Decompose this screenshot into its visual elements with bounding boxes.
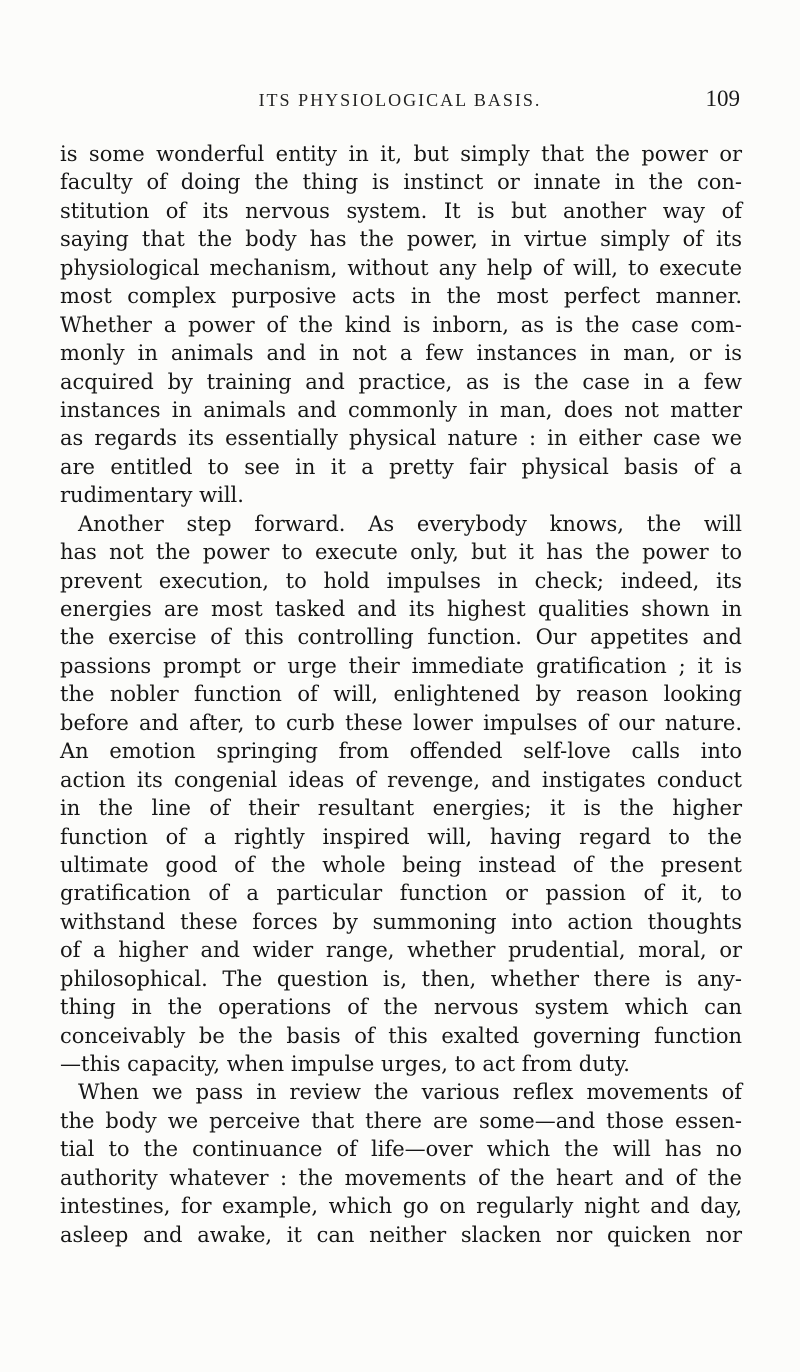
- text-line: the nobler function of will, enlightened by reason looking: [60, 682, 742, 707]
- text-line: has not the power to execute only, but it has the power to: [60, 540, 742, 565]
- text-line: intestines, for example, which go on regularly night and day,: [60, 1194, 742, 1219]
- body-text: [60, 140, 742, 1249]
- text-line: is some wonderful entity in it, but simply that the power or: [60, 142, 742, 166]
- text-line: withstand these forces by summoning into action thoughts: [60, 909, 742, 934]
- text-line: When we pass in review the various reflex movements of: [78, 1080, 742, 1105]
- text-line: conceivably be the basis of this exalted governing function: [60, 1023, 742, 1048]
- running-head: ITS PHYSIOLOGICAL BASIS.: [258, 90, 542, 110]
- text-line: passions prompt or urge their immediate gratification ; it is: [60, 653, 742, 678]
- text-line: saying that the body has the power, in virtue simply of its: [60, 227, 742, 252]
- text-line: instances in animals and commonly in man, does not matter: [60, 397, 742, 422]
- text-line: authority whatever : the movements of the heart and of the: [60, 1165, 742, 1190]
- text-line: asleep and awake, it can neither slacken nor quicken nor: [60, 1222, 742, 1247]
- text-line: energies are most tasked and its highest qualities shown in: [60, 597, 742, 621]
- text-line: Another step forward. As everybody knows, the will: [78, 511, 742, 536]
- text-line: action its congenial ideas of revenge, and instigates conduct: [60, 767, 742, 792]
- text-line: before and after, to curb these lower impulses of our nature.: [60, 710, 742, 735]
- text-line: are entitled to see in it a pretty fair physical basis of a: [60, 454, 742, 479]
- text-line: most complex purposive acts in the most perfect manner.: [60, 284, 742, 309]
- text-line: thing in the operations of the nervous system which can: [60, 995, 742, 1020]
- text-line: tial to the continuance of life—over which the will has no: [60, 1137, 742, 1162]
- text-line: in the line of their resultant energies; it is the higher: [60, 796, 742, 821]
- text-line: ultimate good of the whole being instead of the present: [60, 852, 742, 877]
- text-line: faculty of doing the thing is instinct or innate in the con-: [60, 170, 742, 195]
- text-line: Whether a power of the kind is inborn, as is the case com-: [60, 312, 742, 337]
- text-line: the body we perceive that there are some—and those essen-: [60, 1108, 742, 1133]
- text-line: monly in animals and in not a few instances in man, or is: [60, 341, 742, 366]
- text-line: function of a rightly inspired will, having regard to the: [60, 824, 742, 849]
- text-line: rudimentary will.: [60, 483, 244, 508]
- text-line: gratification of a particular function or passion of it, to: [60, 881, 742, 906]
- page-number: 109: [705, 86, 740, 111]
- text-line: —this capacity, when impulse urges, to act from duty.: [60, 1052, 630, 1076]
- text-line: as regards its essentially physical nature : in either case we: [60, 426, 742, 451]
- text-line: acquired by training and practice, as is the case in a few: [60, 369, 742, 394]
- text-line: prevent execution, to hold impulses in check; indeed, its: [60, 568, 742, 593]
- text-line: physiological mechanism, without any help of will, to execute: [60, 255, 742, 280]
- text-line: of a higher and wider range, whether prudential, moral, or: [60, 938, 742, 963]
- text-line: philosophical. The question is, then, whether there is any-: [60, 966, 742, 991]
- page-header: [60, 86, 740, 116]
- text-line: An emotion springing from offended self-love calls into: [60, 739, 742, 764]
- text-line: the exercise of this controlling function. Our appetites and: [60, 625, 742, 650]
- text-line: stitution of its nervous system. It is but another way of: [60, 198, 742, 223]
